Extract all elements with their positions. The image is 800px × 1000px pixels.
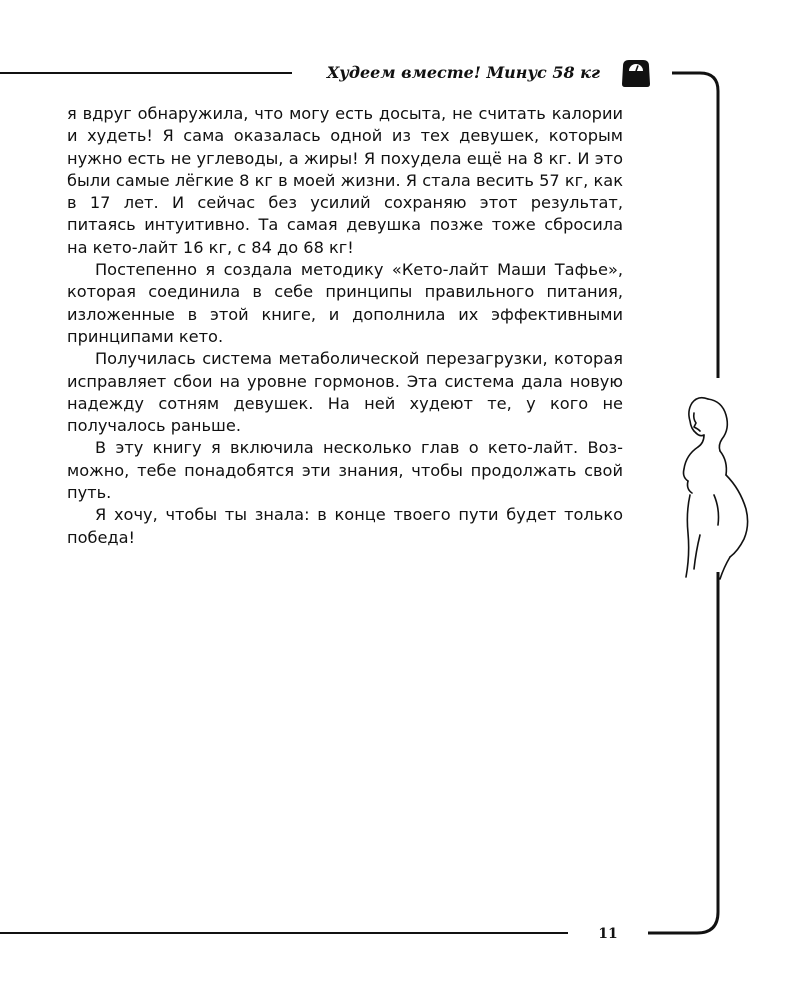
paragraph: Постепенно я создала методику «Кето-лайт Маши Тафье», которая соединила в себе принципы правильного питания, изложенные в этой книге, и дополнила их эффективными принципами кето. bbox=[67, 260, 623, 346]
paragraph: В эту книгу я включила несколько глав о кето-лайт. Возможно, тебе понадобятся эти знания, чтобы продолжать свой путь. bbox=[67, 438, 623, 503]
frame-top-right-curve bbox=[672, 73, 718, 378]
running-header-title: Худеем вместе! Минус 58 кг bbox=[326, 63, 600, 82]
body-text bbox=[67, 103, 623, 549]
paragraph: Получилась система метаболической перезагрузки, которая исправляет сбои на уровне гормонов. Эта система дала новую надежду сотням девушек. На ней худеют те, у кого не получалось раньше. bbox=[67, 349, 623, 436]
page-number: 11 bbox=[598, 926, 618, 942]
woman-silhouette-icon bbox=[660, 385, 752, 585]
frame-right-bottom-curve bbox=[648, 572, 718, 933]
paragraph: Я хочу, чтобы ты знала: в конце твоего пути будет только победа! bbox=[67, 505, 623, 547]
scale-icon bbox=[618, 55, 654, 89]
paragraph: я вдруг обнаружила, что могу есть досыта, не считать калории и худеть! Я сама оказалась одной из тех девушек, которым нужно есть не углеводы, а жиры! Я похудела ещё на 8 кг. И это были самые лёгкие 8 кг в моей жизни. Я стала весить 57 кг, как в 17 лет. И сейчас без усилий сохраняю этот результат, питаясь интуитивно. Та самая девушка позже тоже сбросила на кето-лайт 16 кг, с 84 до 68 кг! bbox=[67, 104, 623, 257]
